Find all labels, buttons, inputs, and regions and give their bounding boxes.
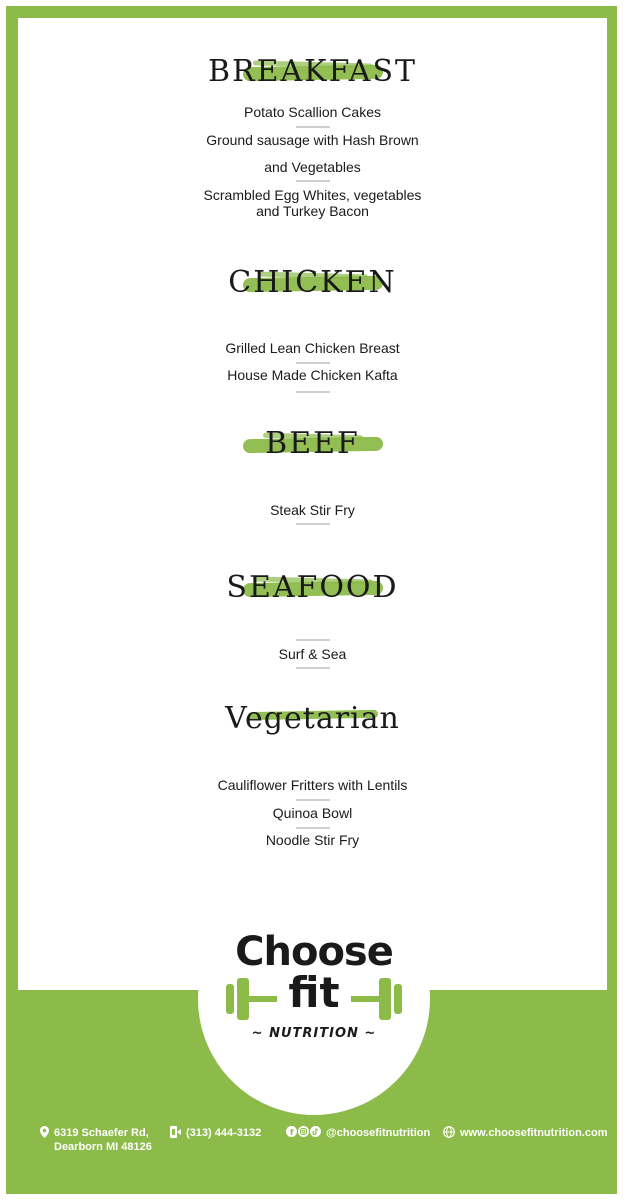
divider — [296, 639, 330, 641]
divider — [296, 391, 330, 393]
menu-item: Surf & Sea — [278, 646, 347, 662]
section-heading-seafood — [18, 568, 607, 608]
logo-text-choose: Choose — [235, 929, 393, 975]
website-link[interactable]: www.choosefitnutrition.com — [460, 1127, 608, 1139]
divider — [296, 523, 330, 525]
section-heading-breakfast — [18, 52, 607, 92]
phone-icon — [170, 1126, 181, 1142]
tiktok-icon[interactable] — [310, 1126, 321, 1141]
heading-text: BREAKFAST — [207, 54, 418, 89]
divider — [296, 362, 330, 364]
menu-item: Steak Stir Fry — [270, 502, 355, 518]
heading-text: Vegetarian — [225, 701, 400, 736]
logo-nutrition-label: NUTRITION — [269, 1026, 359, 1041]
divider — [296, 827, 330, 829]
address-line-2: Dearborn MI 48126 — [54, 1141, 152, 1153]
section-heading-vegetarian — [18, 699, 607, 739]
menu-item: Cauliflower Fritters with Lentils — [217, 777, 408, 793]
footer-phone — [170, 1126, 261, 1142]
facebook-icon[interactable] — [286, 1126, 297, 1141]
menu-item: Ground sausage with Hash Brown — [206, 132, 419, 148]
footer-social — [286, 1126, 430, 1141]
footer-address — [40, 1126, 152, 1154]
menu-item: Quinoa Bowl — [272, 805, 353, 821]
social-handle[interactable]: @choosefitnutrition — [326, 1127, 431, 1139]
menu-item: Scrambled Egg Whites, vegetables — [203, 187, 422, 203]
menu-item: and Vegetables — [264, 159, 361, 175]
divider — [296, 180, 330, 182]
menu-item: Noodle Stir Fry — [265, 832, 360, 848]
divider — [296, 126, 330, 128]
heading-text: SEAFOOD — [226, 570, 399, 605]
menu-item: House Made Chicken Kafta — [227, 367, 398, 383]
svg-text:f: f — [290, 1128, 294, 1137]
logo-swoosh-right: ~ — [364, 1026, 377, 1041]
menu-item: Grilled Lean Chicken Breast — [225, 340, 400, 356]
phone-number[interactable]: (313) 444-3132 — [186, 1127, 262, 1139]
logo-text-nutrition — [218, 1026, 410, 1041]
section-heading-chicken — [18, 263, 607, 303]
globe-icon — [443, 1126, 455, 1142]
logo-swoosh-left: ~ — [251, 1026, 264, 1041]
location-pin-icon — [40, 1126, 49, 1142]
menu-item: Potato Scallion Cakes — [244, 104, 381, 120]
choose-fit-logo — [218, 930, 410, 1060]
section-heading-beef — [18, 424, 607, 464]
menu-item: and Turkey Bacon — [256, 203, 369, 219]
heading-text: CHICKEN — [228, 265, 397, 300]
menu-content — [18, 0, 607, 900]
logo-text-fit: fit — [288, 968, 340, 1017]
heading-text: BEEF — [265, 426, 360, 461]
footer-website — [443, 1126, 607, 1142]
instagram-icon[interactable] — [298, 1126, 309, 1141]
divider — [296, 799, 330, 801]
address-line-1: 6319 Schaefer Rd, — [54, 1127, 149, 1139]
divider — [296, 667, 330, 669]
